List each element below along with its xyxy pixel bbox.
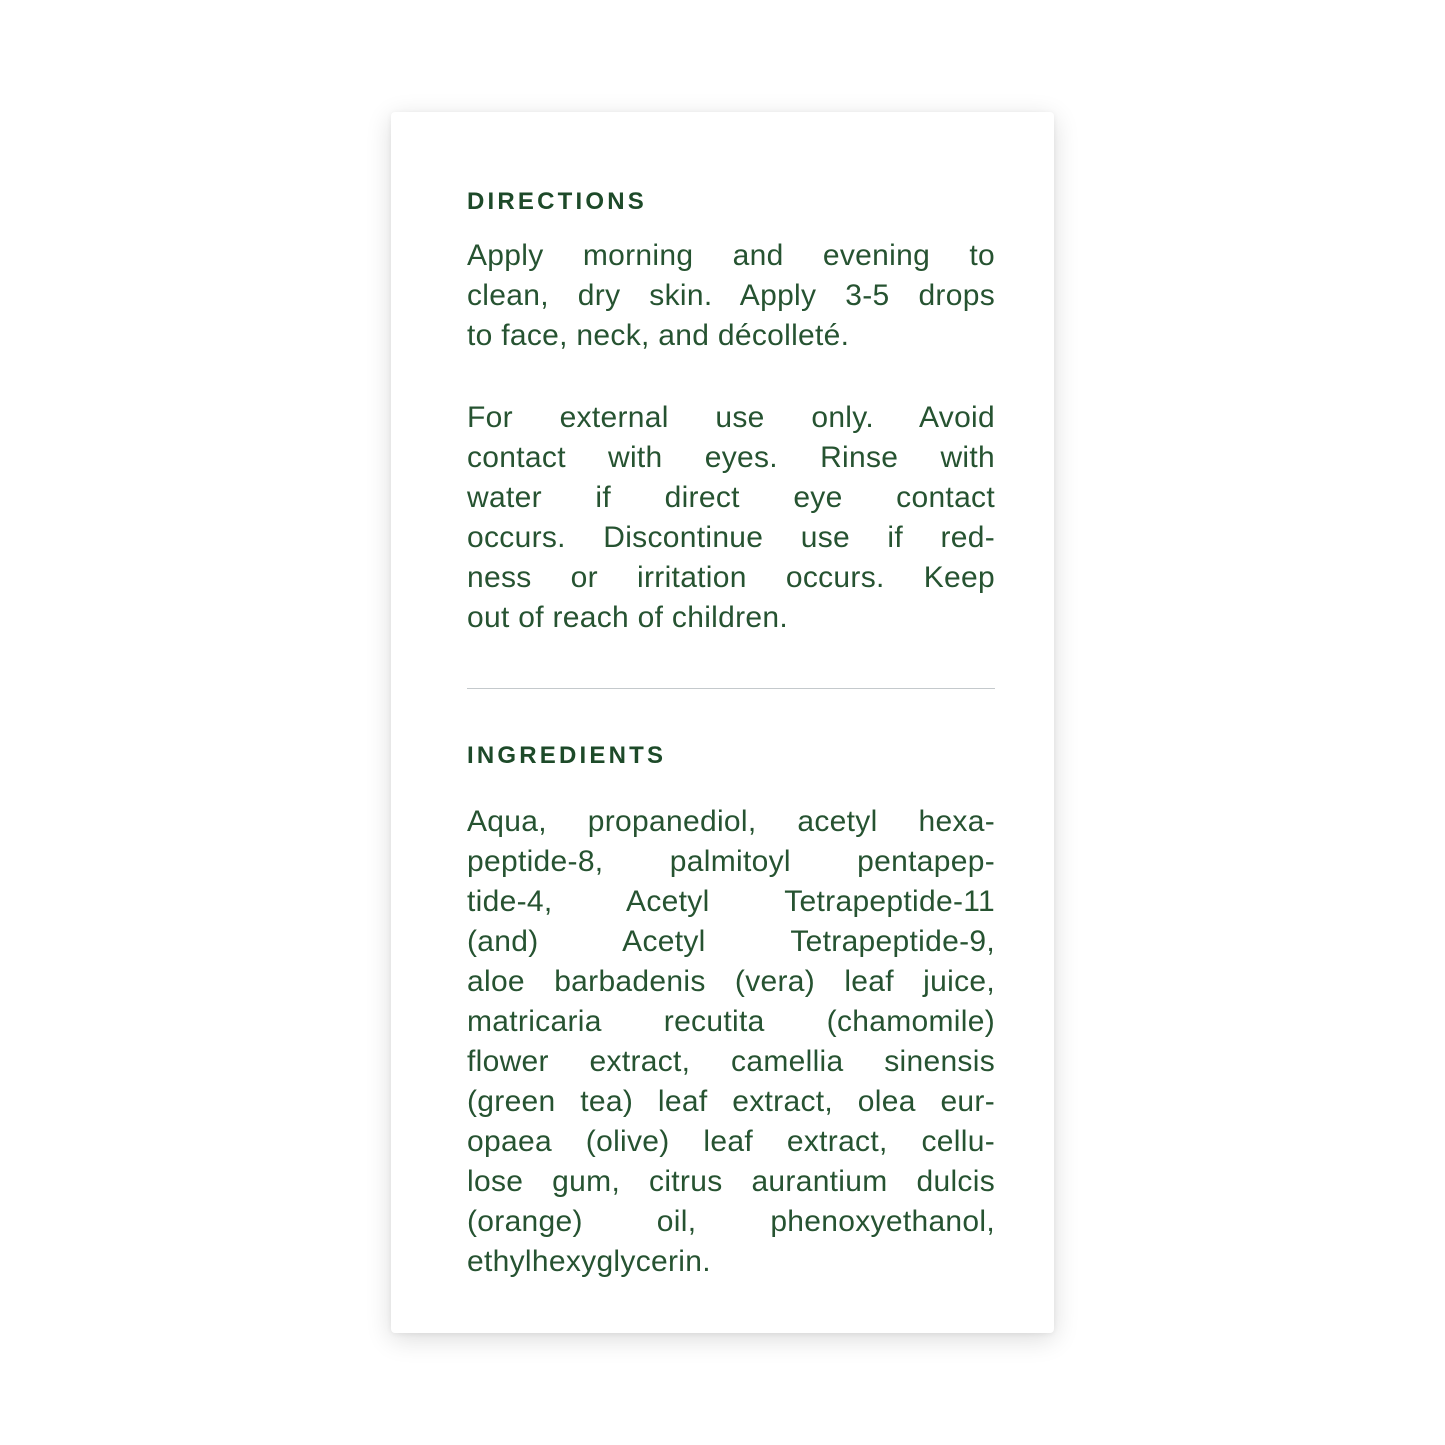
text-line: contact with eyes. Rinse with: [467, 441, 995, 474]
text-line: clean, dry skin. Apply 3-5 drops: [467, 279, 995, 312]
text-line: Apply morning and evening to: [467, 239, 995, 272]
ingredients-section: [467, 744, 995, 1282]
ingredients-paragraph: [467, 802, 995, 1282]
text-line: Aqua, propanediol, acetyl hexa-: [467, 805, 995, 838]
ingredients-heading: INGREDIENTS: [467, 742, 667, 769]
text-line: (green tea) leaf extract, olea eur-: [467, 1085, 995, 1118]
text-line: occurs. Discontinue use if red-: [467, 521, 995, 554]
text-line: water if direct eye contact: [467, 481, 995, 514]
text-line: aloe barbadenis (vera) leaf juice,: [467, 965, 995, 998]
text-line: (orange) oil, phenoxyethanol,: [467, 1205, 995, 1238]
directions-section: [467, 190, 995, 638]
text-line: opaea (olive) leaf extract, cellu-: [467, 1125, 995, 1158]
directions-paragraph-1: [467, 236, 995, 356]
text-line: lose gum, citrus aurantium dulcis: [467, 1165, 995, 1198]
text-line: flower extract, camellia sinensis: [467, 1045, 995, 1078]
text-line: peptide-8, palmitoyl pentapep-: [467, 845, 995, 878]
text-line: For external use only. Avoid: [467, 401, 995, 434]
section-divider: [467, 688, 995, 689]
text-line: to face, neck, and décolleté.: [467, 319, 850, 352]
directions-paragraph-2: [467, 398, 995, 638]
text-line: ness or irritation occurs. Keep: [467, 561, 995, 594]
text-line: matricaria recutita (chamomile): [467, 1005, 995, 1038]
directions-heading: DIRECTIONS: [467, 188, 648, 215]
text-line: ethylhexyglycerin.: [467, 1245, 711, 1278]
product-label-card: [391, 112, 1054, 1333]
text-line: tide-4, Acetyl Tetrapeptide-11: [467, 885, 995, 918]
text-line: out of reach of children.: [467, 601, 789, 634]
text-line: (and) Acetyl Tetrapeptide-9,: [467, 925, 995, 958]
